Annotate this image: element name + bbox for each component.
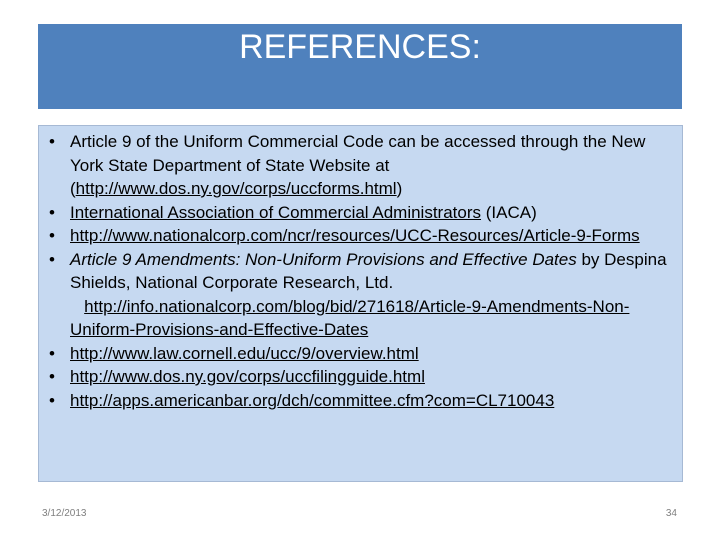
filingguide-link[interactable]: http://www.dos.ny.gov/corps/uccfilingguide.html [70,367,425,386]
reference-item-5 [45,342,681,366]
uccforms-link[interactable]: http://www.dos.ny.gov/corps/uccforms.html [75,179,397,198]
slide-title: REFERENCES: [239,28,481,66]
continuation-line [70,295,681,342]
bullet-icon: • [49,226,55,245]
references-list [45,130,681,412]
footer-date: 3/12/2013 [42,508,87,519]
cornell-link[interactable]: http://www.law.cornell.edu/ucc/9/overview.html [70,343,419,363]
bullet-icon: • [49,132,55,151]
bullet-icon: • [49,343,55,363]
bullet-icon: • [49,367,55,386]
reference-text: ) [396,179,403,198]
reference-text: by Despina Shields, National Corporate Research, Ltd. [70,249,667,292]
bullet-icon: • [49,202,55,222]
nationalcorp-forms-link[interactable]: http://www.nationalcorp.com/ncr/resources/UCC-Resources/Article-9-Forms [70,226,640,245]
reference-item-1 [45,130,681,201]
reference-item-4 [45,248,681,342]
page-number: 34 [665,508,677,519]
reference-item-2 [45,201,681,225]
reference-item-6 [45,365,681,389]
references-box [38,125,683,482]
iaca-link[interactable]: International Association of Commercial Administrators [70,202,482,222]
nationalcorp-blog-link[interactable]: http://info.nationalcorp.com/blog/bid/271618/Article-9-Amendments-Non-Uniform-Provisions-and-Effective-Dates [70,296,630,339]
article-title: Article 9 Amendments: Non-Uniform Provisions and Effective Dates [70,249,577,269]
bullet-icon: • [49,390,55,410]
bullet-icon: • [49,249,55,269]
reference-item-7 [45,389,681,413]
reference-text: (IACA) [481,202,537,222]
reference-item-3 [45,224,681,248]
americanbar-link[interactable]: http://apps.americanbar.org/dch/committee.cfm?com=CL710043 [70,390,555,410]
title-bar [38,24,682,109]
reference-text: Article 9 of the Uniform Commercial Code can be accessed through the New York State Department of State Website at ( [70,132,646,198]
